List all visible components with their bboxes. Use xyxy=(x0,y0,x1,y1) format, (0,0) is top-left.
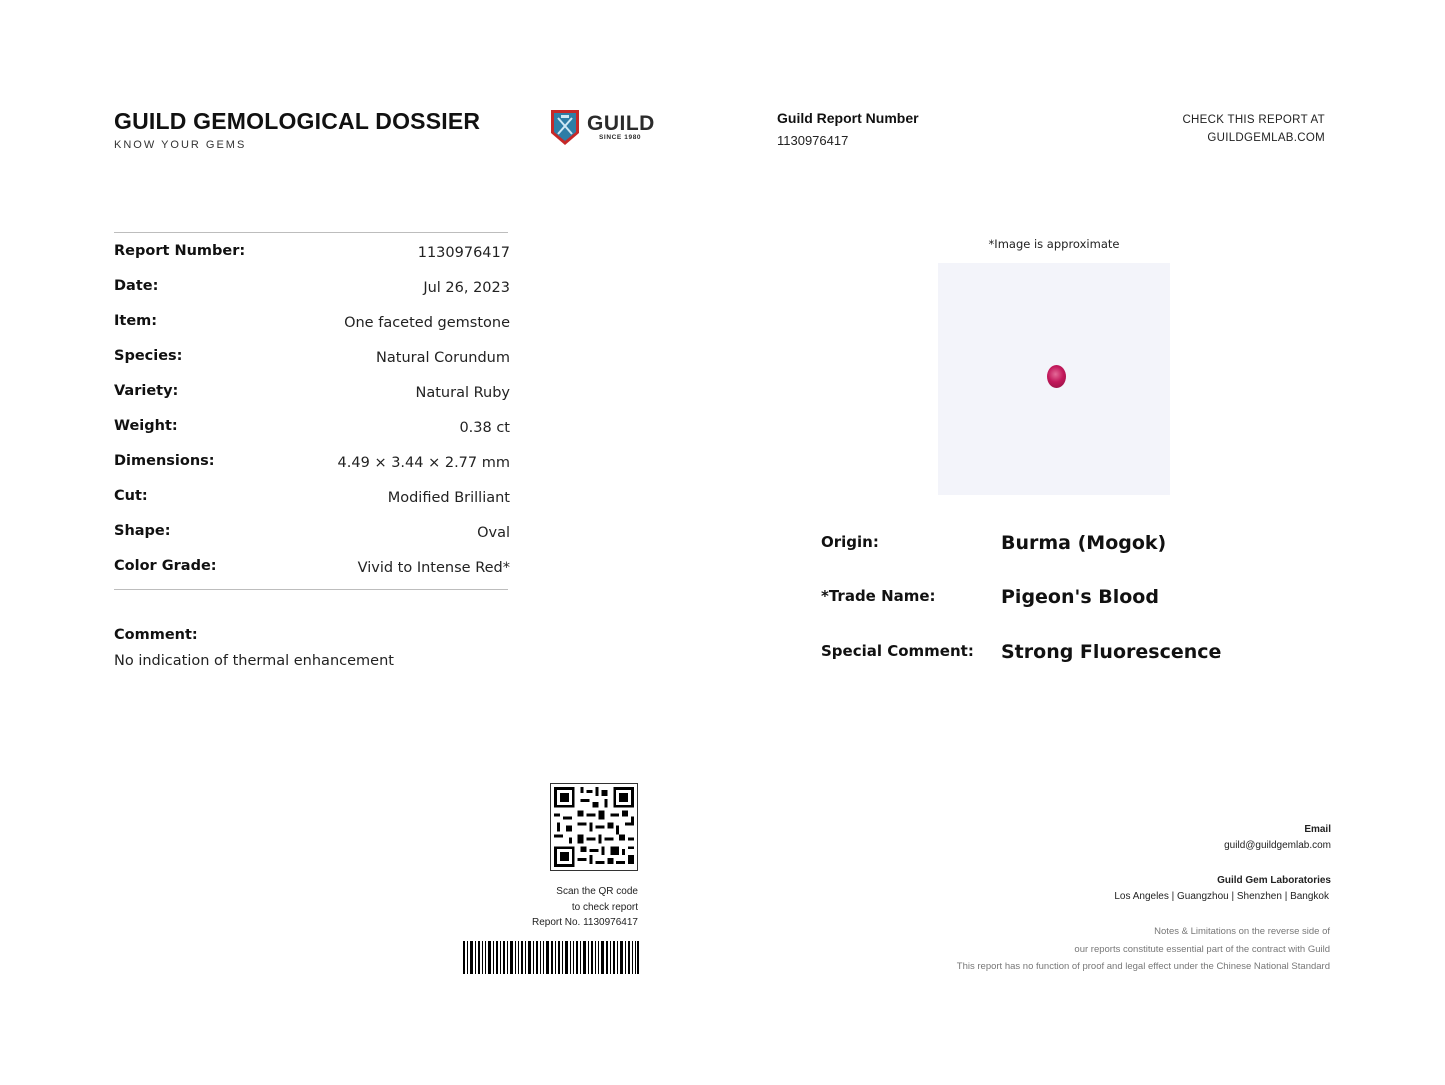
comment-label: Comment: xyxy=(114,627,198,643)
notes-line-3: This report has no function of proof and legal effect under the Chinese National Standard xyxy=(956,961,1330,972)
spec-value: 0.38 ct xyxy=(459,420,510,436)
spec-label: Date: xyxy=(114,278,159,294)
spec-label: Color Grade: xyxy=(114,558,217,574)
email-label: Email xyxy=(1304,824,1331,835)
spec-row-item xyxy=(114,313,510,348)
spec-label: Dimensions: xyxy=(114,453,215,469)
result-label-origin: Origin: xyxy=(821,533,879,551)
spec-row-cut xyxy=(114,488,510,523)
lab-locations: Los Angeles | Guangzhou | Shenzhen | Bangkok xyxy=(1114,891,1329,902)
spec-value: Vivid to Intense Red* xyxy=(357,560,510,576)
spec-value: Natural Corundum xyxy=(376,350,510,366)
email-link[interactable]: guild@guildgemlab.com xyxy=(1224,840,1331,851)
lab-name: Guild Gem Laboratories xyxy=(1217,875,1331,886)
spec-row-weight xyxy=(114,418,510,453)
logo-since: SINCE 1980 xyxy=(599,134,642,141)
comment-text: No indication of thermal enhancement xyxy=(114,653,394,669)
result-label-special-comment: Special Comment: xyxy=(821,642,974,660)
notes-disclaimer xyxy=(957,923,1330,976)
spec-label: Cut: xyxy=(114,488,148,504)
check-line-2: GUILDGEMLAB.COM xyxy=(1207,132,1325,144)
qr-code[interactable] xyxy=(550,783,638,871)
spec-row-color-grade xyxy=(114,558,510,593)
spec-row-report-number xyxy=(114,243,510,278)
result-value-origin: Burma (Mogok) xyxy=(1001,532,1167,554)
spec-value: 1130976417 xyxy=(417,245,510,261)
qr-caption xyxy=(532,884,638,931)
spec-value: Modified Brilliant xyxy=(387,490,510,506)
check-report-link[interactable] xyxy=(1182,111,1325,147)
qr-caption-line-1: Scan the QR code xyxy=(556,886,638,897)
result-label-trade-name: *Trade Name: xyxy=(821,587,936,605)
spec-label: Species: xyxy=(114,348,183,364)
result-value-trade-name: Pigeon's Blood xyxy=(1001,586,1159,608)
spec-label: Weight: xyxy=(114,418,178,434)
spec-value: Natural Ruby xyxy=(415,385,510,401)
notes-line-1: Notes & Limitations on the reverse side of xyxy=(1154,926,1330,937)
spec-value: Jul 26, 2023 xyxy=(423,280,510,296)
check-line-1: CHECK THIS REPORT AT xyxy=(1182,114,1325,126)
ruby-gem-image xyxy=(1047,365,1066,388)
notes-line-2: our reports constitute essential part of the contract with Guild xyxy=(1074,943,1330,955)
spec-row-date xyxy=(114,278,510,313)
spec-label: Report Number: xyxy=(114,243,246,259)
result-value-special-comment: Strong Fluorescence xyxy=(1001,641,1222,663)
tagline: KNOW YOUR GEMS xyxy=(114,139,247,151)
spec-row-species xyxy=(114,348,510,383)
spec-value: Oval xyxy=(477,525,510,541)
spec-value: 4.49 × 3.44 × 2.77 mm xyxy=(337,455,510,471)
spec-label: Item: xyxy=(114,313,158,329)
spec-value: One faceted gemstone xyxy=(344,315,510,331)
spec-bottom-divider xyxy=(114,589,508,590)
spec-row-shape xyxy=(114,523,510,558)
image-note: *Image is approximate xyxy=(988,237,1120,251)
report-title: GUILD GEMOLOGICAL DOSSIER xyxy=(114,108,481,134)
spec-row-variety xyxy=(114,383,510,418)
spec-top-divider xyxy=(114,232,508,233)
qr-caption-line-2: to check report xyxy=(571,901,638,913)
spec-row-dimensions xyxy=(114,453,510,488)
guild-shield-logo-icon xyxy=(549,107,581,147)
spec-label: Shape: xyxy=(114,523,171,539)
barcode-icon xyxy=(463,941,639,974)
spec-label: Variety: xyxy=(114,383,179,399)
qr-code-icon xyxy=(551,784,637,870)
report-number-heading: Guild Report Number xyxy=(777,110,919,126)
report-number-value: 1130976417 xyxy=(777,133,849,148)
qr-caption-line-3: Report No. 1130976417 xyxy=(531,917,638,928)
logo-wordmark: GUILD xyxy=(587,112,655,135)
